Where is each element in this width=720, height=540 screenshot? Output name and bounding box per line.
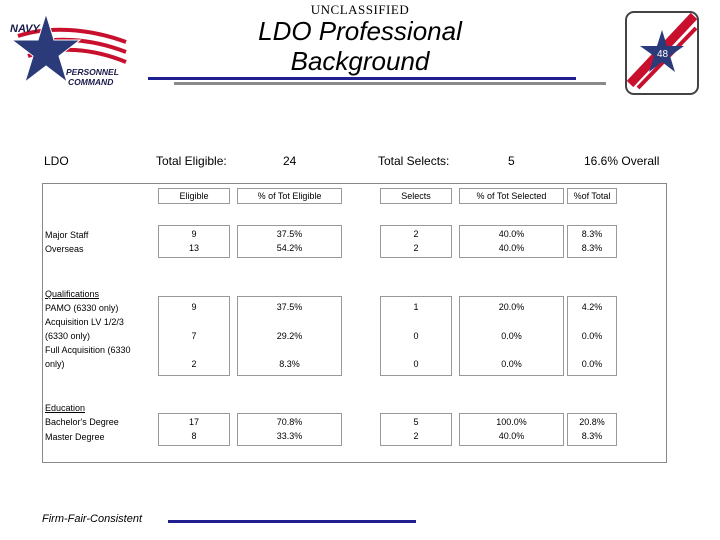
navy-personnel-command-logo [8,6,130,92]
cell-qual-0-eligible: 9 [191,302,197,312]
cell-staff-1-pct-selected: 40.0% [498,243,525,253]
cell-edu-0-pct-selected: 100.0% [496,417,527,427]
row-label-full-acquisition: Full Acquisition (6330 [45,345,131,355]
col-header-selects: Selects [380,188,452,204]
cell-edu-0-selects: 5 [413,417,419,427]
cell-qual-2-eligible: 2 [191,359,197,369]
cell-qual-1-pct-selected: 0.0% [501,331,522,341]
cell-edu-1-selects: 2 [413,431,419,441]
cell-staff-0-eligible: 9 [191,229,197,239]
footer-rule [168,520,416,523]
overall-rate: 16.6% Overall [584,154,660,168]
cell-edu-1-pct-eligible: 33.3% [276,431,303,441]
cell-qual-2-pct-total: 0.0% [581,359,603,369]
cell-staff-1-pct-total: 8.3% [581,243,603,253]
cell-edu-1-pct-total: 8.3% [581,431,603,441]
section-heading-qualifications: Qualifications [45,289,100,299]
row-label-pamo: PAMO (6330 only) [45,303,119,313]
page-title [180,16,540,76]
cell-qual-1-selects: 0 [413,331,419,341]
row-label-full-acquisition-cont: only) [45,359,65,369]
cell-qual-2-pct-selected: 0.0% [501,359,522,369]
total-eligible-value: 24 [283,154,297,168]
cell-qual-2-selects: 0 [413,359,419,369]
row-label-acquisition-lv-cont: (6330 only) [45,331,91,341]
cell-qual-0-pct-selected: 20.0% [498,302,525,312]
logo-text-command: COMMAND [68,77,114,87]
col-header-pct-selected: % of Tot Selected [459,188,564,204]
total-selects-label: Total Selects: [378,154,450,168]
row-label-overseas: Overseas [45,244,84,254]
row-label-masters: Master Degree [45,432,105,442]
cell-qual-0-pct-total: 4.2% [581,302,603,312]
row-label-bachelors: Bachelor's Degree [45,417,119,427]
section-heading-education: Education [45,403,86,413]
cell-edu-0-pct-eligible: 70.8% [276,417,303,427]
cell-staff-1-selects: 2 [413,243,419,253]
title-line-1: LDO Professional [258,16,462,46]
logo-text-personnel: PERSONNEL [66,67,119,77]
col-header-pct-total: %of Total [567,188,617,204]
cell-qual-1-pct-eligible: 29.2% [276,331,303,341]
cell-staff-0-pct-eligible: 37.5% [276,229,303,239]
cell-staff-1-pct-eligible: 54.2% [276,243,303,253]
cell-edu-1-eligible: 8 [191,431,197,441]
logo-text-navy: NAVY [10,23,40,35]
cell-staff-0-pct-selected: 40.0% [498,229,525,239]
cell-edu-1-pct-selected: 40.0% [498,431,525,441]
cell-staff-0-selects: 2 [413,229,419,239]
cell-qual-1-pct-total: 0.0% [581,331,603,341]
cell-edu-0-eligible: 17 [188,417,199,427]
cell-qual-0-selects: 1 [413,302,419,312]
col-header-pct-eligible: % of Tot Eligible [237,188,342,204]
total-eligible-label: Total Eligible: [156,154,227,168]
total-selects-value: 5 [508,154,515,168]
row-label-major-staff: Major Staff [45,230,89,240]
cell-qual-0-pct-eligible: 37.5% [276,302,303,312]
cell-edu-0-pct-total: 20.8% [579,417,605,427]
cell-qual-2-pct-eligible: 8.3% [279,359,300,369]
cell-staff-0-pct-total: 8.3% [581,229,603,239]
cell-qual-1-eligible: 7 [191,331,197,341]
badge-number: 48 [657,49,669,60]
footer-motto: Firm-Fair-Consistent [42,513,143,525]
designator-label: LDO [44,154,69,168]
title-line-2: Background [290,46,430,76]
row-label-acquisition-lv: Acquisition LV 1/2/3 [45,317,124,327]
cell-staff-1-eligible: 13 [188,243,199,253]
star-badge-logo [624,10,700,96]
title-underline-gray [174,82,606,85]
col-header-eligible: Eligible [158,188,230,204]
classification-banner: UNCLASSIFIED [310,2,410,17]
title-underline-navy [148,77,576,80]
